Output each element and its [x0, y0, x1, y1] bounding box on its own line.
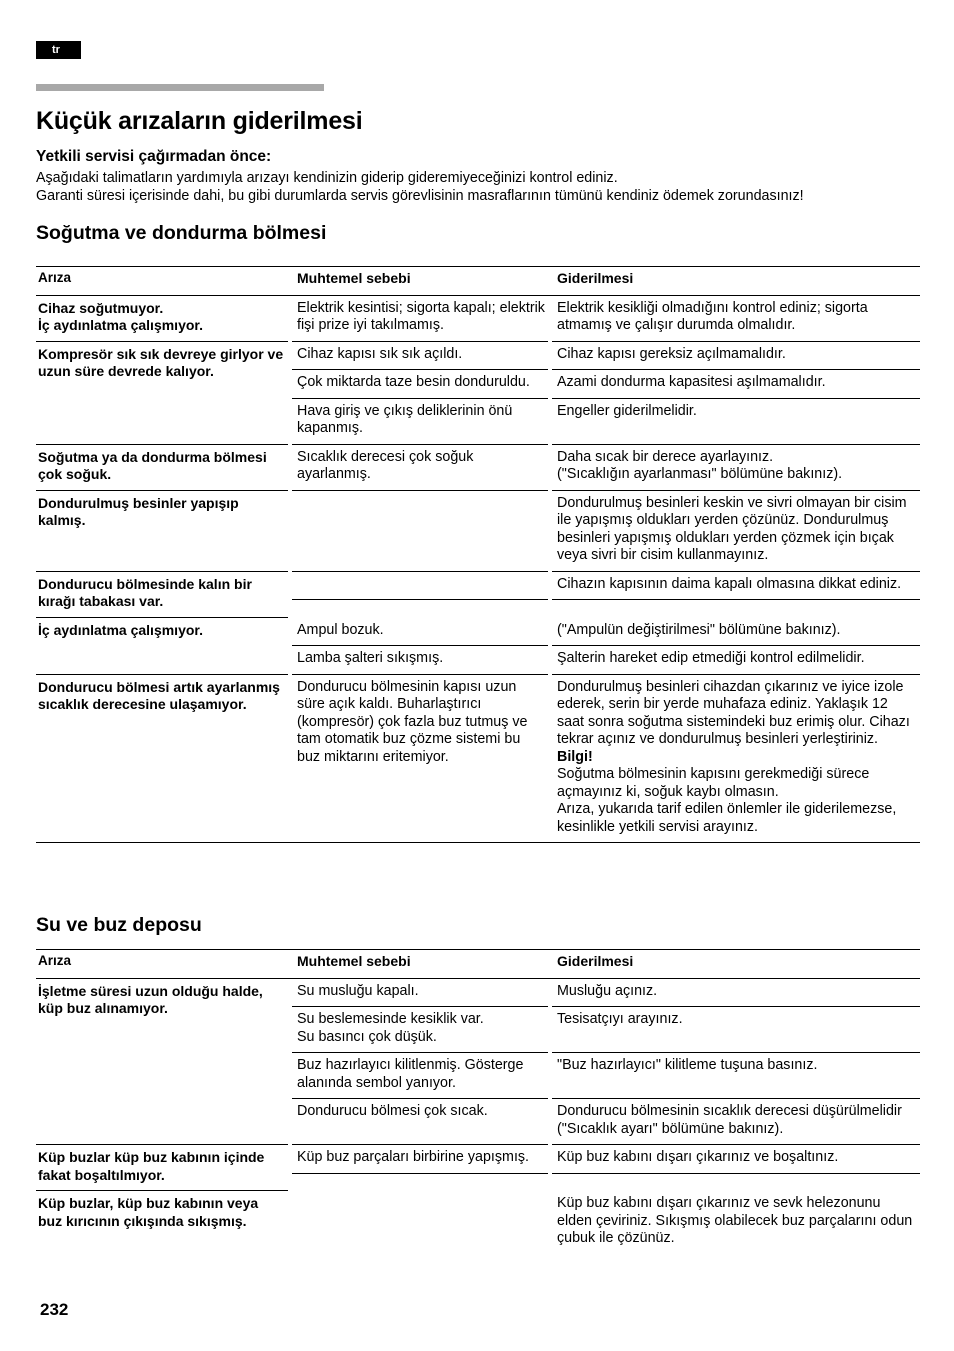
- table-row: [36, 572, 920, 618]
- table-row: [36, 675, 920, 844]
- remedy-cell: [552, 491, 920, 572]
- section-title-cooling: Soğutma ve dondurma bölmesi: [36, 222, 327, 244]
- table-header-cell: Muhtemel sebebi: [297, 270, 411, 286]
- remedy-text: Cihaz kapısı gereksiz açılmamalıdır.: [557, 345, 786, 362]
- cause-remedy-row: [292, 1007, 920, 1053]
- cause-text: Dondurucu bölmesi çok sıcak.: [297, 1103, 488, 1119]
- fault-text: Dondurulmuş besinler yapışıp kalmış.: [38, 494, 239, 528]
- cause-text: Su beslemesinde kesiklik var. Su basıncı çok düşük.: [297, 1011, 484, 1045]
- remedy-text: "Buz hazırlayıcı" kilitleme tuşuna basınız.: [557, 1057, 818, 1073]
- cause-text: Cihaz kapısı sık sık açıldı.: [297, 345, 463, 362]
- cause-remedy-row: [292, 675, 920, 844]
- fault-cell: [36, 1145, 288, 1191]
- cause-cell: [292, 979, 548, 1008]
- intro-text: [36, 170, 804, 205]
- cause-cell: [292, 1145, 548, 1174]
- cause-remedy-row: [292, 572, 920, 601]
- remedy-text: Dondurulmuş besinleri cihazdan çıkarınız ve iyice izole ederek, serin bir yerde muhafaza ediniz. Yaklaşık 12 saat sonra soğutma sistemindeki buz erimiş olur. Cihazı tekrar açınız ve dondurulmuş besinleri yerleştiriniz.: [557, 678, 910, 747]
- table-header-row: [36, 949, 920, 979]
- remedy-text: Küp buz kabını dışarı çıkarınız ve boşaltınız.: [557, 1149, 839, 1165]
- fault-cell: [36, 618, 288, 675]
- cause-remedy-row: [292, 1099, 920, 1145]
- remedy-cell: [552, 1191, 920, 1254]
- remedy-cell: [552, 445, 920, 491]
- remedy-cell: [552, 399, 920, 445]
- fault-text: Dondurucu bölmesinde kalın bir kırağı tabakası var.: [38, 575, 252, 609]
- table-row: [36, 618, 920, 675]
- remedy-cell: [552, 572, 920, 601]
- table-row: [36, 296, 920, 342]
- remedy-cell: [552, 342, 920, 371]
- cause-text: Su musluğu kapalı.: [297, 982, 419, 999]
- remedy-cell: [552, 618, 920, 647]
- cause-remedy-row: [292, 646, 920, 675]
- cause-remedy-group: [292, 1145, 920, 1191]
- remedy-cell: [552, 979, 920, 1008]
- table-row: [36, 491, 920, 572]
- cause-remedy-group: [292, 491, 920, 572]
- table-header-cell: Arıza: [38, 953, 72, 968]
- cause-remedy-group: [292, 1191, 920, 1254]
- remedy-text: Küp buz kabını dışarı çıkarınız ve sevk helezonunu elden çeviriniz. Sıkışmış olabilecek buz parçalarını odun çubuk ile çözünüz.: [557, 1195, 913, 1246]
- intro-line-1: Aşağıdaki talimatların yardımıyla arızayı kendinizin giderip gideremiyeceğinizi kontrol ediniz.: [36, 170, 618, 186]
- page-title: Küçük arızaların giderilmesi: [36, 107, 363, 135]
- cause-cell: [292, 618, 548, 647]
- cause-cell: [292, 675, 548, 844]
- fault-cell: [36, 675, 288, 844]
- table-grid: [36, 949, 920, 1254]
- cause-text: Hava giriş ve çıkış deliklerinin önü kapanmış.: [297, 402, 513, 436]
- cause-remedy-group: [292, 618, 920, 675]
- cause-remedy-row: [292, 1053, 920, 1099]
- cause-text: Dondurucu bölmesinin kapısı uzun süre açık kaldı. Buharlaştırıcı (kompresör) çok fazla buz tutmuş ve tam otomatik buz çözme sistemi bu buz miktarını eritemiyor.: [297, 678, 528, 765]
- cause-cell: [292, 572, 548, 601]
- fault-cell: [36, 342, 288, 445]
- fault-cell: [36, 572, 288, 618]
- cause-remedy-row: [292, 979, 920, 1008]
- fault-cell: [36, 296, 288, 342]
- cause-remedy-row: [292, 370, 920, 399]
- table-header-row: [36, 266, 920, 296]
- remedy-cell: [552, 646, 920, 675]
- cause-remedy-group: [292, 979, 920, 1146]
- cause-text: Küp buz parçaları birbirine yapışmış.: [297, 1149, 530, 1165]
- remedy-text: Dondurucu bölmesinin sıcaklık derecesi düşürülmelidir ("Sıcaklık ayarı" bölümüne bakınız).: [557, 1103, 902, 1137]
- cause-remedy-group: [292, 296, 920, 342]
- remedy-note-label: Bilgi!: [557, 748, 593, 765]
- remedy-text: ("Ampulün değiştirilmesi" bölümüne bakınız).: [557, 621, 841, 638]
- table-row: [36, 979, 920, 1146]
- cause-cell: [292, 370, 548, 399]
- cause-cell: [292, 1099, 548, 1145]
- cause-cell: [292, 646, 548, 675]
- fault-text: Dondurucu bölmesi artık ayarlanmış sıcaklık derecesine ulaşamıyor.: [38, 678, 280, 712]
- table-row: [36, 1191, 920, 1254]
- cause-cell: [292, 342, 548, 371]
- section-title-ice: Su ve buz deposu: [36, 914, 202, 936]
- table-header-cell: Giderilmesi: [557, 953, 634, 969]
- remedy-cell: [552, 1145, 920, 1174]
- remedy-text: Azami dondurma kapasitesi aşılmamalıdır.: [557, 374, 826, 390]
- remedy-text: Daha sıcak bir derece ayarlayınız. ("Sıcaklığın ayarlanması" bölümüne bakınız).: [557, 448, 843, 482]
- cause-cell: [292, 1191, 548, 1254]
- remedy-text: Şalterin hareket edip etmediği kontrol edilmelidir.: [557, 650, 865, 666]
- table-grid: [36, 266, 920, 843]
- cause-remedy-row: [292, 296, 920, 342]
- cause-remedy-row: [292, 445, 920, 491]
- table-header-cell: Arıza: [38, 270, 72, 285]
- cause-remedy-row: [292, 618, 920, 647]
- intro-heading: Yetkili servisi çağırmadan önce:: [36, 148, 272, 165]
- remedy-text: Musluğu açınız.: [557, 982, 658, 999]
- fault-cell: [36, 491, 288, 572]
- fault-text: Soğutma ya da dondurma bölmesi çok soğuk.: [38, 448, 267, 482]
- cause-cell: [292, 1007, 548, 1053]
- fault-text: Küp buzlar, küp buz kabının veya buz kırıcının çıkışında sıkışmış.: [38, 1195, 259, 1229]
- remedy-note-text: Soğutma bölmesinin kapısını gerekmediği sürece açmayınız ki, soğuk kaybı olmasın. Arıza, yukarıda tarif edilen önlemler ile giderilemezse, kesinlikle yetkili servisi arayınız.: [557, 766, 897, 835]
- table-row: [36, 445, 920, 491]
- table-row: [36, 342, 920, 445]
- cause-text: Ampul bozuk.: [297, 621, 384, 638]
- cause-remedy-row: [292, 1191, 920, 1254]
- remedy-cell: [552, 370, 920, 399]
- fault-text: İç aydınlatma çalışmıyor.: [38, 621, 203, 638]
- cause-text: Elektrik kesintisi; sigorta kapalı; elektrik fişi prize iyi takılmamış.: [297, 299, 545, 333]
- cause-text: Sıcaklık derecesi çok soğuk ayarlanmış.: [297, 448, 474, 482]
- cause-remedy-group: [292, 342, 920, 445]
- fault-cell: [36, 445, 288, 491]
- cause-remedy-row: [292, 342, 920, 371]
- cause-cell: [292, 296, 548, 342]
- table-row: [36, 1145, 920, 1191]
- remedy-cell: [552, 296, 920, 342]
- cause-remedy-row: [292, 1145, 920, 1174]
- cause-text: Buz hazırlayıcı kilitlenmiş. Gösterge alanında sembol yanıyor.: [297, 1057, 524, 1091]
- fault-text: Küp buzlar küp buz kabının içinde fakat boşaltılmıyor.: [38, 1149, 265, 1183]
- cause-cell: [292, 399, 548, 445]
- cause-cell: [292, 491, 548, 572]
- language-tag: tr: [36, 41, 81, 59]
- remedy-text: Cihazın kapısının daima kapalı olmasına dikkat ediniz.: [557, 575, 902, 592]
- remedy-cell: [552, 1099, 920, 1145]
- remedy-cell: [552, 675, 920, 844]
- fault-text: Kompresör sık sık devreye girlyor ve uzun süre devrede kalıyor.: [38, 345, 284, 379]
- remedy-text: Elektrik kesikliği olmadığını kontrol ediniz; sigorta atmamış ve çalışır durumda olmalıdır.: [557, 299, 868, 333]
- remedy-cell: [552, 1007, 920, 1053]
- fault-cell: [36, 1191, 288, 1254]
- cause-remedy-group: [292, 675, 920, 844]
- cause-remedy-row: [292, 491, 920, 572]
- page-number: 232: [40, 1300, 69, 1319]
- fault-cell: [36, 979, 288, 1146]
- remedy-cell: [552, 1053, 920, 1099]
- cause-text: Çok miktarda taze besin donduruldu.: [297, 374, 530, 390]
- cause-text: Lamba şalteri sıkışmış.: [297, 650, 444, 666]
- header-rule: [36, 84, 324, 91]
- remedy-text: Tesisatçıyı arayınız.: [557, 1011, 683, 1027]
- cause-remedy-group: [292, 572, 920, 618]
- cause-remedy-group: [292, 445, 920, 491]
- cause-cell: [292, 445, 548, 491]
- intro-line-2: Garanti süresi içerisinde dahi, bu gibi durumlarda servis görevlisinin masraflarının tümünü kendiniz ödemek zorundasınız!: [36, 187, 804, 204]
- cause-remedy-row: [292, 399, 920, 445]
- remedy-text: Dondurulmuş besinleri keskin ve sivri olmayan bir cisim ile yapışmış oldukları yerden çözünüz. Dondurulmuş besinleri yapışmış oldukları yerden çözmek için bıçak veya sivri bir cisim kullanmayınız.: [557, 494, 907, 563]
- table-header-cell: Muhtemel sebebi: [297, 953, 411, 969]
- fault-text: İşletme süresi uzun olduğu halde, küp buz alınamıyor.: [38, 982, 263, 1016]
- fault-text: Cihaz soğutmuyor. İç aydınlatma çalışmıyor.: [38, 299, 203, 333]
- cause-cell: [292, 1053, 548, 1099]
- table-header-cell: Giderilmesi: [557, 270, 634, 286]
- remedy-text: Engeller giderilmelidir.: [557, 402, 697, 419]
